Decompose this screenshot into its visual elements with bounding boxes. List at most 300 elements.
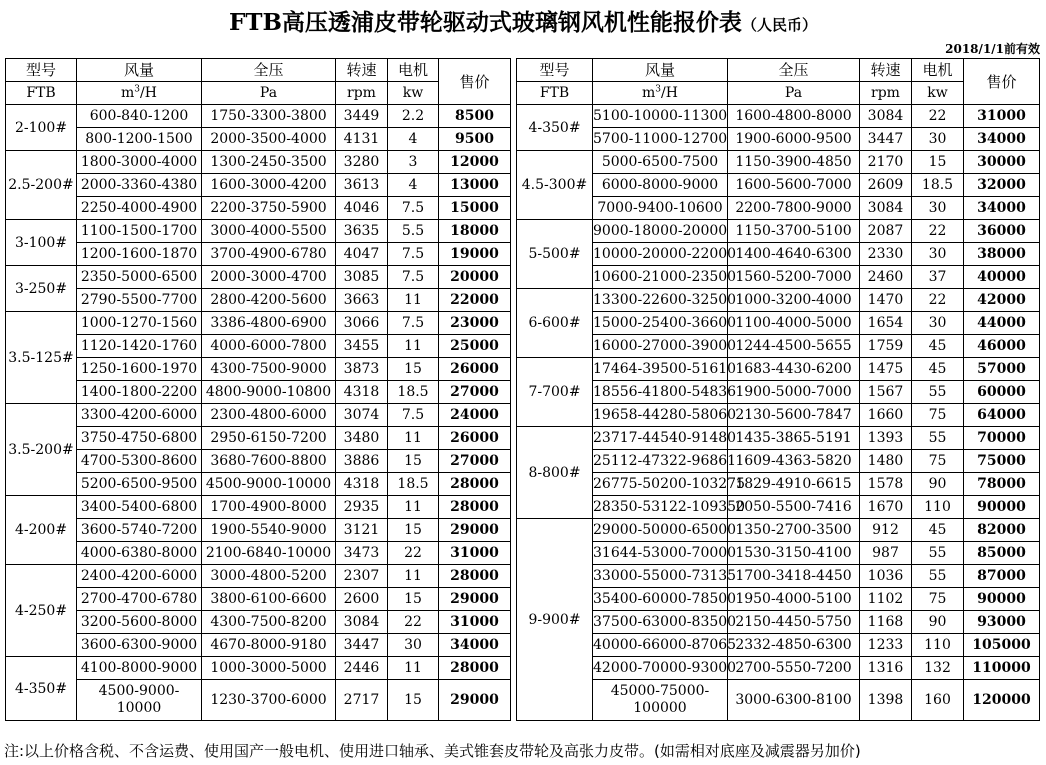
kw-cell: 110 bbox=[912, 634, 964, 657]
pressure-cell: 1560-5200-7000 bbox=[728, 266, 860, 289]
pressure-cell: 1530-3150-4100 bbox=[728, 542, 860, 565]
table-row bbox=[6, 565, 511, 588]
pressure-cell: 2950-6150-7200 bbox=[202, 427, 336, 450]
pressure-cell: 2150-4450-5750 bbox=[728, 611, 860, 634]
kw-cell: 30 bbox=[388, 634, 439, 657]
price-cell: 31000 bbox=[439, 542, 511, 565]
kw-cell: 11 bbox=[388, 657, 439, 680]
kw-cell: 15 bbox=[388, 680, 439, 721]
rpm-cell: 2600 bbox=[336, 588, 388, 611]
kw-cell: 22 bbox=[912, 220, 964, 243]
table-row bbox=[517, 427, 1040, 450]
table-row bbox=[6, 473, 511, 496]
kw-cell: 90 bbox=[912, 611, 964, 634]
table-row bbox=[6, 335, 511, 358]
header-motor: 电机 bbox=[388, 59, 439, 82]
pressure-cell: 2332-4850-6300 bbox=[728, 634, 860, 657]
price-cell: 28000 bbox=[439, 565, 511, 588]
kw-cell: 22 bbox=[912, 289, 964, 312]
price-cell: 34000 bbox=[964, 197, 1040, 220]
price-cell: 28000 bbox=[439, 473, 511, 496]
table-row bbox=[6, 588, 511, 611]
kw-cell: 18.5 bbox=[912, 174, 964, 197]
header-model: 型号 bbox=[6, 59, 77, 82]
rpm-cell: 3447 bbox=[336, 634, 388, 657]
flow-cell: 3200-5600-8000 bbox=[77, 611, 202, 634]
pressure-cell: 1150-3700-5100 bbox=[728, 220, 860, 243]
table-row bbox=[6, 680, 511, 721]
pressure-cell: 3700-4900-6780 bbox=[202, 243, 336, 266]
price-cell: 9500 bbox=[439, 128, 511, 151]
rpm-cell: 3085 bbox=[336, 266, 388, 289]
rpm-cell: 1233 bbox=[860, 634, 912, 657]
pressure-cell: 1600-3000-4200 bbox=[202, 174, 336, 197]
kw-cell: 22 bbox=[912, 105, 964, 128]
table-row bbox=[6, 151, 511, 174]
rpm-cell: 1654 bbox=[860, 312, 912, 335]
rpm-cell: 2935 bbox=[336, 496, 388, 519]
rpm-cell: 2717 bbox=[336, 680, 388, 721]
kw-cell: 4 bbox=[388, 128, 439, 151]
price-cell: 105000 bbox=[964, 634, 1040, 657]
kw-cell: 30 bbox=[912, 128, 964, 151]
rpm-cell: 2460 bbox=[860, 266, 912, 289]
flow-cell: 3600-6300-9000 bbox=[77, 634, 202, 657]
kw-cell: 3 bbox=[388, 151, 439, 174]
table-row bbox=[6, 519, 511, 542]
price-cell: 120000 bbox=[964, 680, 1040, 721]
flow-unit-tail: /H bbox=[140, 85, 157, 101]
rpm-cell: 2330 bbox=[860, 243, 912, 266]
kw-cell: 15 bbox=[388, 588, 439, 611]
pressure-cell: 4000-6000-7800 bbox=[202, 335, 336, 358]
table-row bbox=[517, 128, 1040, 151]
table-row bbox=[517, 174, 1040, 197]
pressure-cell: 3386-4800-6900 bbox=[202, 312, 336, 335]
pressure-cell: 1750-3300-3800 bbox=[202, 105, 336, 128]
price-cell: 90000 bbox=[964, 496, 1040, 519]
flow-cell: 10600-21000-23500 bbox=[593, 266, 728, 289]
flow-cell: 1400-1800-2200 bbox=[77, 381, 202, 404]
pressure-cell: 2200-7800-9000 bbox=[728, 197, 860, 220]
pressure-cell: 2700-5550-7200 bbox=[728, 657, 860, 680]
price-cell: 27000 bbox=[439, 450, 511, 473]
table-row bbox=[517, 312, 1040, 335]
pressure-cell: 1435-3865-5191 bbox=[728, 427, 860, 450]
pressure-cell: 1400-4640-6300 bbox=[728, 243, 860, 266]
price-cell: 70000 bbox=[964, 427, 1040, 450]
rpm-cell: 3473 bbox=[336, 542, 388, 565]
flow-cell: 5200-6500-9500 bbox=[77, 473, 202, 496]
rpm-cell: 3066 bbox=[336, 312, 388, 335]
flow-cell: 5000-6500-7500 bbox=[593, 151, 728, 174]
table-row bbox=[517, 450, 1040, 473]
pressure-cell: 2050-5500-7416 bbox=[728, 496, 860, 519]
flow-cell: 35400-60000-78500 bbox=[593, 588, 728, 611]
rpm-cell: 3480 bbox=[336, 427, 388, 450]
flow-cell: 2000-3360-4380 bbox=[77, 174, 202, 197]
kw-cell: 11 bbox=[388, 496, 439, 519]
model-cell: 4-200# bbox=[6, 496, 77, 565]
table-row bbox=[6, 174, 511, 197]
rpm-cell: 3121 bbox=[336, 519, 388, 542]
header-pressure-unit: Pa bbox=[202, 82, 336, 105]
price-cell: 34000 bbox=[964, 128, 1040, 151]
rpm-cell: 3084 bbox=[336, 611, 388, 634]
rpm-cell: 2307 bbox=[336, 565, 388, 588]
table-row bbox=[517, 243, 1040, 266]
flow-cell: 19658-44280-58060 bbox=[593, 404, 728, 427]
pressure-cell: 1950-4000-5100 bbox=[728, 588, 860, 611]
flow-cell: 13300-22600-32500 bbox=[593, 289, 728, 312]
header-speed: 转速 bbox=[860, 59, 912, 82]
table-row bbox=[6, 496, 511, 519]
flow-cell: 7000-9400-10600 bbox=[593, 197, 728, 220]
rpm-cell: 4318 bbox=[336, 473, 388, 496]
rpm-cell: 2446 bbox=[336, 657, 388, 680]
rpm-cell: 1567 bbox=[860, 381, 912, 404]
pressure-cell: 1900-5000-7000 bbox=[728, 381, 860, 404]
table-row bbox=[6, 105, 511, 128]
kw-cell: 18.5 bbox=[388, 381, 439, 404]
kw-cell: 22 bbox=[388, 611, 439, 634]
kw-cell: 15 bbox=[388, 450, 439, 473]
flow-cell: 2790-5500-7700 bbox=[77, 289, 202, 312]
pressure-cell: 2800-4200-5600 bbox=[202, 289, 336, 312]
pressure-cell: 1900-5540-9000 bbox=[202, 519, 336, 542]
flow-cell: 600-840-1200 bbox=[77, 105, 202, 128]
table-row bbox=[6, 266, 511, 289]
price-cell: 28000 bbox=[439, 496, 511, 519]
flow-cell: 40000-66000-87065 bbox=[593, 634, 728, 657]
pressure-cell: 2200-3750-5900 bbox=[202, 197, 336, 220]
pressure-cell: 1829-4910-6615 bbox=[728, 473, 860, 496]
table-row bbox=[517, 611, 1040, 634]
price-cell: 12000 bbox=[439, 151, 511, 174]
table-row bbox=[6, 220, 511, 243]
price-cell: 27000 bbox=[439, 381, 511, 404]
pressure-cell: 1000-3000-5000 bbox=[202, 657, 336, 680]
pressure-cell: 1150-3900-4850 bbox=[728, 151, 860, 174]
flow-cell: 3600-5740-7200 bbox=[77, 519, 202, 542]
kw-cell: 11 bbox=[388, 289, 439, 312]
header-unit-row bbox=[6, 82, 511, 105]
table-row bbox=[517, 289, 1040, 312]
kw-cell: 18.5 bbox=[388, 473, 439, 496]
flow-cell: 3300-4200-6000 bbox=[77, 404, 202, 427]
kw-cell: 160 bbox=[912, 680, 964, 721]
flow-cell: 1800-3000-4000 bbox=[77, 151, 202, 174]
flow-cell: 2250-4000-4900 bbox=[77, 197, 202, 220]
price-cell: 26000 bbox=[439, 427, 511, 450]
price-cell: 82000 bbox=[964, 519, 1040, 542]
model-cell: 7-700# bbox=[517, 358, 593, 427]
model-cell: 3-250# bbox=[6, 266, 77, 312]
price-cell: 40000 bbox=[964, 266, 1040, 289]
flow-cell: 1250-1600-1970 bbox=[77, 358, 202, 381]
model-cell: 9-900# bbox=[517, 519, 593, 721]
header-flow: 风量 bbox=[593, 59, 728, 82]
table-row bbox=[6, 289, 511, 312]
pressure-cell: 4300-7500-9000 bbox=[202, 358, 336, 381]
kw-cell: 30 bbox=[912, 197, 964, 220]
price-cell: 20000 bbox=[439, 266, 511, 289]
flow-cell: 15000-25400-36600 bbox=[593, 312, 728, 335]
rpm-cell: 1470 bbox=[860, 289, 912, 312]
price-cell: 8500 bbox=[439, 105, 511, 128]
flow-cell: 37500-63000-83500 bbox=[593, 611, 728, 634]
table-row bbox=[517, 519, 1040, 542]
table-row bbox=[6, 197, 511, 220]
flow-cell: 2700-4700-6780 bbox=[77, 588, 202, 611]
pressure-cell: 2000-3500-4000 bbox=[202, 128, 336, 151]
flow-cell: 33000-55000-73135 bbox=[593, 565, 728, 588]
header-pressure: 全压 bbox=[728, 59, 860, 82]
flow-unit-tail: /H bbox=[661, 85, 678, 101]
price-cell: 28000 bbox=[439, 657, 511, 680]
rpm-cell: 4131 bbox=[336, 128, 388, 151]
rpm-cell: 1578 bbox=[860, 473, 912, 496]
price-cell: 18000 bbox=[439, 220, 511, 243]
rpm-cell: 1398 bbox=[860, 680, 912, 721]
rpm-cell: 2087 bbox=[860, 220, 912, 243]
pressure-cell: 1350-2700-3500 bbox=[728, 519, 860, 542]
flow-cell: 29000-50000-65000 bbox=[593, 519, 728, 542]
price-cell: 31000 bbox=[439, 611, 511, 634]
table-row bbox=[517, 151, 1040, 174]
pressure-cell: 1700-4900-8000 bbox=[202, 496, 336, 519]
kw-cell: 90 bbox=[912, 473, 964, 496]
flow-cell: 4700-5300-8600 bbox=[77, 450, 202, 473]
header-motor-unit: kw bbox=[388, 82, 439, 105]
model-cell: 8-800# bbox=[517, 427, 593, 519]
price-cell: 57000 bbox=[964, 358, 1040, 381]
kw-cell: 45 bbox=[912, 519, 964, 542]
flow-cell: 5700-11000-12700 bbox=[593, 128, 728, 151]
flow-cell: 4100-8000-9000 bbox=[77, 657, 202, 680]
model-cell: 2.5-200# bbox=[6, 151, 77, 220]
header-speed: 转速 bbox=[336, 59, 388, 82]
price-cell: 29000 bbox=[439, 680, 511, 721]
price-cell: 42000 bbox=[964, 289, 1040, 312]
header-row bbox=[6, 59, 511, 82]
flow-cell: 9000-18000-20000 bbox=[593, 220, 728, 243]
table-row bbox=[517, 197, 1040, 220]
pressure-cell: 4500-9000-10000 bbox=[202, 473, 336, 496]
header-flow: 风量 bbox=[77, 59, 202, 82]
header-unit-row bbox=[517, 82, 1040, 105]
kw-cell: 7.5 bbox=[388, 312, 439, 335]
pressure-cell: 3680-7600-8800 bbox=[202, 450, 336, 473]
rpm-cell: 3635 bbox=[336, 220, 388, 243]
kw-cell: 55 bbox=[912, 542, 964, 565]
header-motor-unit: kw bbox=[912, 82, 964, 105]
flow-cell: 18556-41800-54836 bbox=[593, 381, 728, 404]
table-row bbox=[6, 634, 511, 657]
kw-cell: 132 bbox=[912, 657, 964, 680]
rpm-cell: 1036 bbox=[860, 565, 912, 588]
table-row bbox=[6, 657, 511, 680]
table-row bbox=[517, 588, 1040, 611]
flow-cell: 3400-5400-6800 bbox=[77, 496, 202, 519]
kw-cell: 7.5 bbox=[388, 243, 439, 266]
pressure-cell: 1700-3418-4450 bbox=[728, 565, 860, 588]
price-table-left bbox=[5, 58, 511, 721]
model-cell: 3-100# bbox=[6, 220, 77, 266]
pressure-cell: 2000-3000-4700 bbox=[202, 266, 336, 289]
pressure-cell: 3000-4000-5500 bbox=[202, 220, 336, 243]
price-cell: 30000 bbox=[964, 151, 1040, 174]
flow-cell: 28350-53122-109350 bbox=[593, 496, 728, 519]
table-row bbox=[517, 335, 1040, 358]
rpm-cell: 1475 bbox=[860, 358, 912, 381]
model-cell: 4.5-300# bbox=[517, 151, 593, 220]
table-row bbox=[517, 565, 1040, 588]
model-cell: 3.5-200# bbox=[6, 404, 77, 496]
kw-cell: 7.5 bbox=[388, 404, 439, 427]
kw-cell: 7.5 bbox=[388, 266, 439, 289]
price-cell: 64000 bbox=[964, 404, 1040, 427]
price-cell: 24000 bbox=[439, 404, 511, 427]
rpm-cell: 3455 bbox=[336, 335, 388, 358]
flow-cell: 2350-5000-6500 bbox=[77, 266, 202, 289]
table-row bbox=[517, 680, 1040, 721]
kw-cell: 4 bbox=[388, 174, 439, 197]
table-row bbox=[517, 657, 1040, 680]
model-cell: 4-250# bbox=[6, 565, 77, 657]
header-motor: 电机 bbox=[912, 59, 964, 82]
flow-unit-sup: 3 bbox=[655, 84, 662, 95]
rpm-cell: 3084 bbox=[860, 105, 912, 128]
rpm-cell: 1316 bbox=[860, 657, 912, 680]
flow-cell: 1120-1420-1760 bbox=[77, 335, 202, 358]
pressure-cell: 2100-6840-10000 bbox=[202, 542, 336, 565]
rpm-cell: 4046 bbox=[336, 197, 388, 220]
price-cell: 78000 bbox=[964, 473, 1040, 496]
table-row bbox=[6, 381, 511, 404]
price-cell: 31000 bbox=[964, 105, 1040, 128]
pressure-cell: 1000-3200-4000 bbox=[728, 289, 860, 312]
price-cell: 23000 bbox=[439, 312, 511, 335]
table-row bbox=[517, 542, 1040, 565]
rpm-cell: 3873 bbox=[336, 358, 388, 381]
rpm-cell: 1660 bbox=[860, 404, 912, 427]
kw-cell: 30 bbox=[912, 312, 964, 335]
flow-cell: 17464-39500-51610 bbox=[593, 358, 728, 381]
kw-cell: 11 bbox=[388, 565, 439, 588]
kw-cell: 55 bbox=[912, 565, 964, 588]
rpm-cell: 1102 bbox=[860, 588, 912, 611]
flow-unit-base: m bbox=[121, 85, 135, 101]
header-speed-unit: rpm bbox=[336, 82, 388, 105]
kw-cell: 37 bbox=[912, 266, 964, 289]
validity-date: 2018/1/1前有效 bbox=[945, 42, 1040, 56]
rpm-cell: 3886 bbox=[336, 450, 388, 473]
flow-cell: 26775-50200-103275 bbox=[593, 473, 728, 496]
kw-cell: 15 bbox=[388, 358, 439, 381]
rpm-cell: 987 bbox=[860, 542, 912, 565]
price-cell: 38000 bbox=[964, 243, 1040, 266]
flow-cell: 25112-47322-96861 bbox=[593, 450, 728, 473]
footnote: 注:以上价格含税、不含运费、使用国产一般电机、使用进口轴承、美式锥套皮带轮及高张力皮带。(如需相对底座及减震器另加价) bbox=[4, 742, 861, 760]
rpm-cell: 4047 bbox=[336, 243, 388, 266]
flow-cell: 42000-70000-93000 bbox=[593, 657, 728, 680]
rpm-cell: 3280 bbox=[336, 151, 388, 174]
header-pressure: 全压 bbox=[202, 59, 336, 82]
price-cell: 85000 bbox=[964, 542, 1040, 565]
flow-cell: 16000-27000-39000 bbox=[593, 335, 728, 358]
rpm-cell: 4318 bbox=[336, 381, 388, 404]
kw-cell: 11 bbox=[388, 427, 439, 450]
table-row bbox=[6, 358, 511, 381]
rpm-cell: 1670 bbox=[860, 496, 912, 519]
header-price: 售价 bbox=[964, 59, 1040, 105]
price-cell: 25000 bbox=[439, 335, 511, 358]
kw-cell: 75 bbox=[912, 404, 964, 427]
pressure-cell: 1230-3700-6000 bbox=[202, 680, 336, 721]
price-cell: 29000 bbox=[439, 519, 511, 542]
pressure-cell: 1600-5600-7000 bbox=[728, 174, 860, 197]
kw-cell: 45 bbox=[912, 335, 964, 358]
pressure-cell: 3800-6100-6600 bbox=[202, 588, 336, 611]
rpm-cell: 3613 bbox=[336, 174, 388, 197]
price-cell: 15000 bbox=[439, 197, 511, 220]
model-cell: 6-600# bbox=[517, 289, 593, 358]
price-cell: 34000 bbox=[439, 634, 511, 657]
price-cell: 75000 bbox=[964, 450, 1040, 473]
table-row bbox=[6, 611, 511, 634]
table-row bbox=[517, 496, 1040, 519]
rpm-cell: 1393 bbox=[860, 427, 912, 450]
pressure-cell: 1683-4430-6200 bbox=[728, 358, 860, 381]
kw-cell: 30 bbox=[912, 243, 964, 266]
title-suffix: （人民币） bbox=[741, 16, 817, 34]
model-cell: 4-350# bbox=[517, 105, 593, 151]
page-title bbox=[0, 4, 1046, 37]
rpm-cell: 2609 bbox=[860, 174, 912, 197]
kw-cell: 2.2 bbox=[388, 105, 439, 128]
pressure-cell: 4670-8000-9180 bbox=[202, 634, 336, 657]
rpm-cell: 3449 bbox=[336, 105, 388, 128]
price-cell: 29000 bbox=[439, 588, 511, 611]
flow-cell: 1000-1270-1560 bbox=[77, 312, 202, 335]
kw-cell: 75 bbox=[912, 588, 964, 611]
header-model: 型号 bbox=[517, 59, 593, 82]
flow-cell: 5100-10000-11300 bbox=[593, 105, 728, 128]
flow-cell: 10000-20000-22000 bbox=[593, 243, 728, 266]
rpm-cell: 3074 bbox=[336, 404, 388, 427]
kw-cell: 75 bbox=[912, 450, 964, 473]
kw-cell: 22 bbox=[388, 542, 439, 565]
table-row bbox=[6, 312, 511, 335]
table-row bbox=[517, 404, 1040, 427]
flow-cell: 800-1200-1500 bbox=[77, 128, 202, 151]
flow-cell: 4000-6380-8000 bbox=[77, 542, 202, 565]
pressure-cell: 1244-4500-5655 bbox=[728, 335, 860, 358]
price-cell: 19000 bbox=[439, 243, 511, 266]
kw-cell: 45 bbox=[912, 358, 964, 381]
table-row bbox=[6, 404, 511, 427]
kw-cell: 5.5 bbox=[388, 220, 439, 243]
flow-unit-base: m bbox=[642, 85, 656, 101]
price-cell: 46000 bbox=[964, 335, 1040, 358]
rpm-cell: 3447 bbox=[860, 128, 912, 151]
kw-cell: 55 bbox=[912, 427, 964, 450]
table-row bbox=[6, 450, 511, 473]
pressure-cell: 1600-4800-8000 bbox=[728, 105, 860, 128]
price-cell: 13000 bbox=[439, 174, 511, 197]
model-cell: 4-350# bbox=[6, 657, 77, 721]
